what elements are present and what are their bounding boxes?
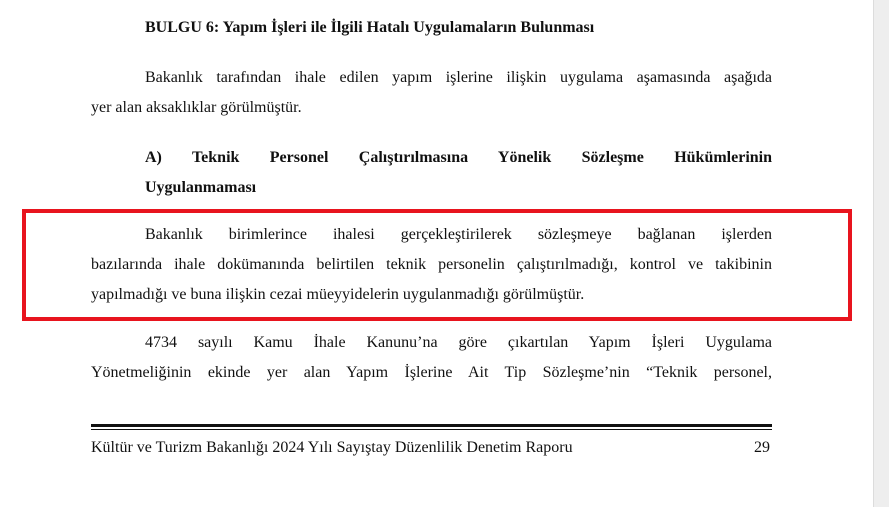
highlighted-paragraph-line-2: bazılarında ihale dokümanında belirtilen teknik personelin çalıştırılmadığı, kontrol ve takibinin <box>91 256 772 273</box>
highlighted-paragraph-line-3: yapılmadığı ve buna ilişkin cezai müeyyidelerin uygulanmadığı görülmüştür. <box>91 286 585 303</box>
finding-heading: BULGU 6: Yapım İşleri ile İlgili Hatalı Uygulamaların Bulunması <box>145 19 595 36</box>
page-number: 29 <box>754 439 770 456</box>
subheading-line-2: Uygulanmaması <box>145 179 257 196</box>
law-paragraph <box>91 328 772 388</box>
law-paragraph-line-2: Yönetmeliğinin ekinde yer alan Yapım İşlerine Ait Tip Sözleşme’nin “Teknik personel, <box>91 364 772 381</box>
footer-rule-thin <box>91 429 772 430</box>
footer-report-title: Kültür ve Turizm Bakanlığı 2024 Yılı Sayıştay Düzenlilik Denetim Raporu <box>91 439 573 456</box>
law-paragraph-line-1: 4734 sayılı Kamu İhale Kanunu’na göre çıkartılan Yapım İşleri Uygulama <box>145 334 772 351</box>
intro-paragraph-line-2: yer alan aksaklıklar görülmüştür. <box>91 99 302 116</box>
intro-paragraph <box>91 63 772 123</box>
footer-rule-thick <box>91 424 772 427</box>
subheading <box>145 143 772 203</box>
highlighted-paragraph <box>91 220 772 310</box>
highlighted-paragraph-line-1: Bakanlık birimlerince ihalesi gerçekleştirilerek sözleşmeye bağlanan işlerden <box>145 226 772 243</box>
scrollbar-track[interactable] <box>873 0 889 507</box>
intro-paragraph-line-1: Bakanlık tarafından ihale edilen yapım işlerine ilişkin uygulama aşamasında aşağıda <box>145 69 772 86</box>
subheading-line-1: A) Teknik Personel Çalıştırılmasına Yönelik Sözleşme Hükümlerinin <box>145 149 772 166</box>
